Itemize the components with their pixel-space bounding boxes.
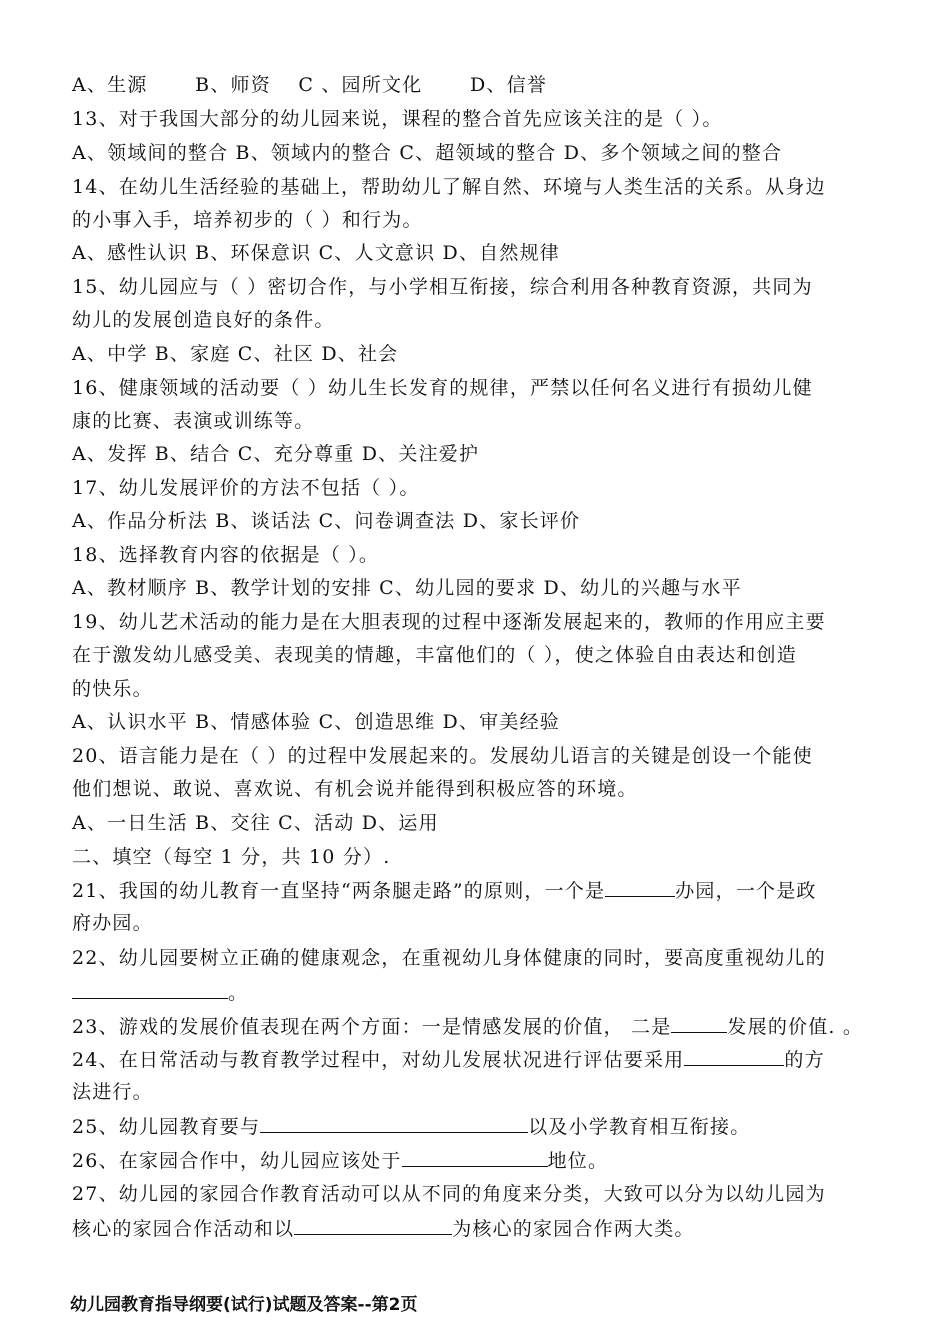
q24-blank[interactable]: [684, 1047, 784, 1066]
q19-options: A、认识水平 B、情感体验 C、创造思维 D、审美经验: [72, 711, 560, 733]
q14-options: A、感性认识 B、环保意识 C、人文意识 D、自然规律: [72, 242, 560, 264]
q17-options: A、作品分析法 B、谈话法 C、问卷调查法 D、家长评价: [72, 510, 581, 532]
q27-line2: [72, 1216, 902, 1241]
q21-text-a: 21、我国的幼儿教育一直坚持“两条腿走路”的原则，一个是: [72, 880, 606, 902]
q21-line2: 府办园。: [72, 912, 153, 934]
q14-stem-line2: 的小事入手，培养初步的（ ）和行为。: [72, 209, 423, 231]
q20-stem-line1: 20、语言能力是在（ ）的过程中发展起来的。发展幼儿语言的关键是创设一个能使: [72, 745, 813, 767]
q23-text-b: 发展的价值. 。: [727, 1016, 864, 1038]
q25-line: [72, 1114, 902, 1139]
q27-text-c: 为核心的家园合作两大类。: [452, 1218, 695, 1240]
q16-options: A、发挥 B、结合 C、充分尊重 D、关注爱护: [72, 443, 480, 465]
q22-line2: [72, 980, 902, 1005]
q23-line: [72, 1014, 902, 1039]
q26-text-b: 地位。: [547, 1150, 609, 1172]
q16-stem-line1: 16、健康领域的活动要（ ）幼儿生长发育的规律，严禁以任何名义进行有损幼儿健: [72, 377, 813, 399]
q26-line: [72, 1148, 902, 1173]
q21-line1: [72, 878, 902, 903]
q23-blank[interactable]: [671, 1014, 727, 1033]
q25-text-b: 以及小学教育相互衔接。: [528, 1116, 751, 1138]
q17-stem: 17、幼儿发展评价的方法不包括（ ）。: [72, 477, 420, 499]
section2-title: 二、填空（每空 1 分，共 10 分）.: [72, 846, 391, 868]
q24-line2: 法进行。: [72, 1081, 153, 1103]
q15-options: A、中学 B、家庭 C、社区 D、社会: [72, 343, 399, 365]
q18-options: A、教材顺序 B、教学计划的安排 C、幼儿园的要求 D、幼儿的兴趣与水平: [72, 577, 742, 599]
q15-stem-line1: 15、幼儿园应与（ ）密切合作，与小学相互衔接，综合利用各种教育资源，共同为: [72, 276, 813, 298]
q13-stem: 13、对于我国大部分的幼儿园来说，课程的整合首先应该关注的是（ ）。: [72, 108, 723, 130]
q24-line1: [72, 1047, 902, 1072]
q27-blank[interactable]: [294, 1216, 452, 1235]
q21-blank[interactable]: [605, 878, 675, 897]
q24-text-b: 的方: [784, 1049, 825, 1071]
q27-text-b: 核心的家园合作活动和以: [72, 1218, 295, 1240]
q22-text-b: 。: [228, 982, 249, 1004]
q20-options: A、一日生活 B、交往 C、活动 D、运用: [72, 812, 439, 834]
q19-stem-line1: 19、幼儿艺术活动的能力是在大胆表现的过程中逐渐发展起来的，教师的作用应主要: [72, 611, 826, 633]
q22-blank[interactable]: [72, 980, 228, 999]
q21-text-b: 办园，一个是政: [675, 880, 817, 902]
q12-options: A、生源 B、师资 C 、园所文化 D、信誉: [72, 74, 548, 96]
q24-text-a: 24、在日常活动与教育教学过程中，对幼儿发展状况进行评估要采用: [72, 1049, 685, 1071]
q16-stem-line2: 康的比赛、表演或训练等。: [72, 410, 315, 432]
q14-stem-line1: 14、在幼儿生活经验的基础上，帮助幼儿了解自然、环境与人类生活的关系。从身边: [72, 176, 826, 198]
q25-blank[interactable]: [260, 1114, 528, 1133]
q15-stem-line2: 幼儿的发展创造良好的条件。: [72, 309, 335, 331]
q19-stem-line2: 在于激发幼儿感受美、表现美的情趣，丰富他们的（ ），使之体验自由表达和创造: [72, 644, 797, 666]
page-footer: 幼儿园教育指导纲要(试行)试题及答案--第2页: [70, 1295, 418, 1315]
q22-line1: 22、幼儿园要树立正确的健康观念，在重视幼儿身体健康的同时，要高度重视幼儿的: [72, 947, 826, 969]
q27-line1: 27、幼儿园的家园合作教育活动可以从不同的角度来分类，大致可以分为以幼儿园为: [72, 1183, 826, 1205]
q19-stem-line3: 的快乐。: [72, 678, 153, 700]
q26-text-a: 26、在家园合作中，幼儿园应该处于: [72, 1150, 402, 1172]
q13-options: A、领域间的整合 B、领域内的整合 C、超领域的整合 D、多个领域之间的整合: [72, 142, 783, 164]
q18-stem: 18、选择教育内容的依据是（ ）。: [72, 544, 380, 566]
q20-stem-line2: 他们想说、敢说、喜欢说、有机会说并能得到积极应答的环境。: [72, 778, 638, 800]
q23-text-a: 23、游戏的发展价值表现在两个方面：一是情感发展的价值， 二是: [72, 1016, 672, 1038]
q25-text-a: 25、幼儿园教育要与: [72, 1116, 261, 1138]
q26-blank[interactable]: [402, 1148, 548, 1167]
